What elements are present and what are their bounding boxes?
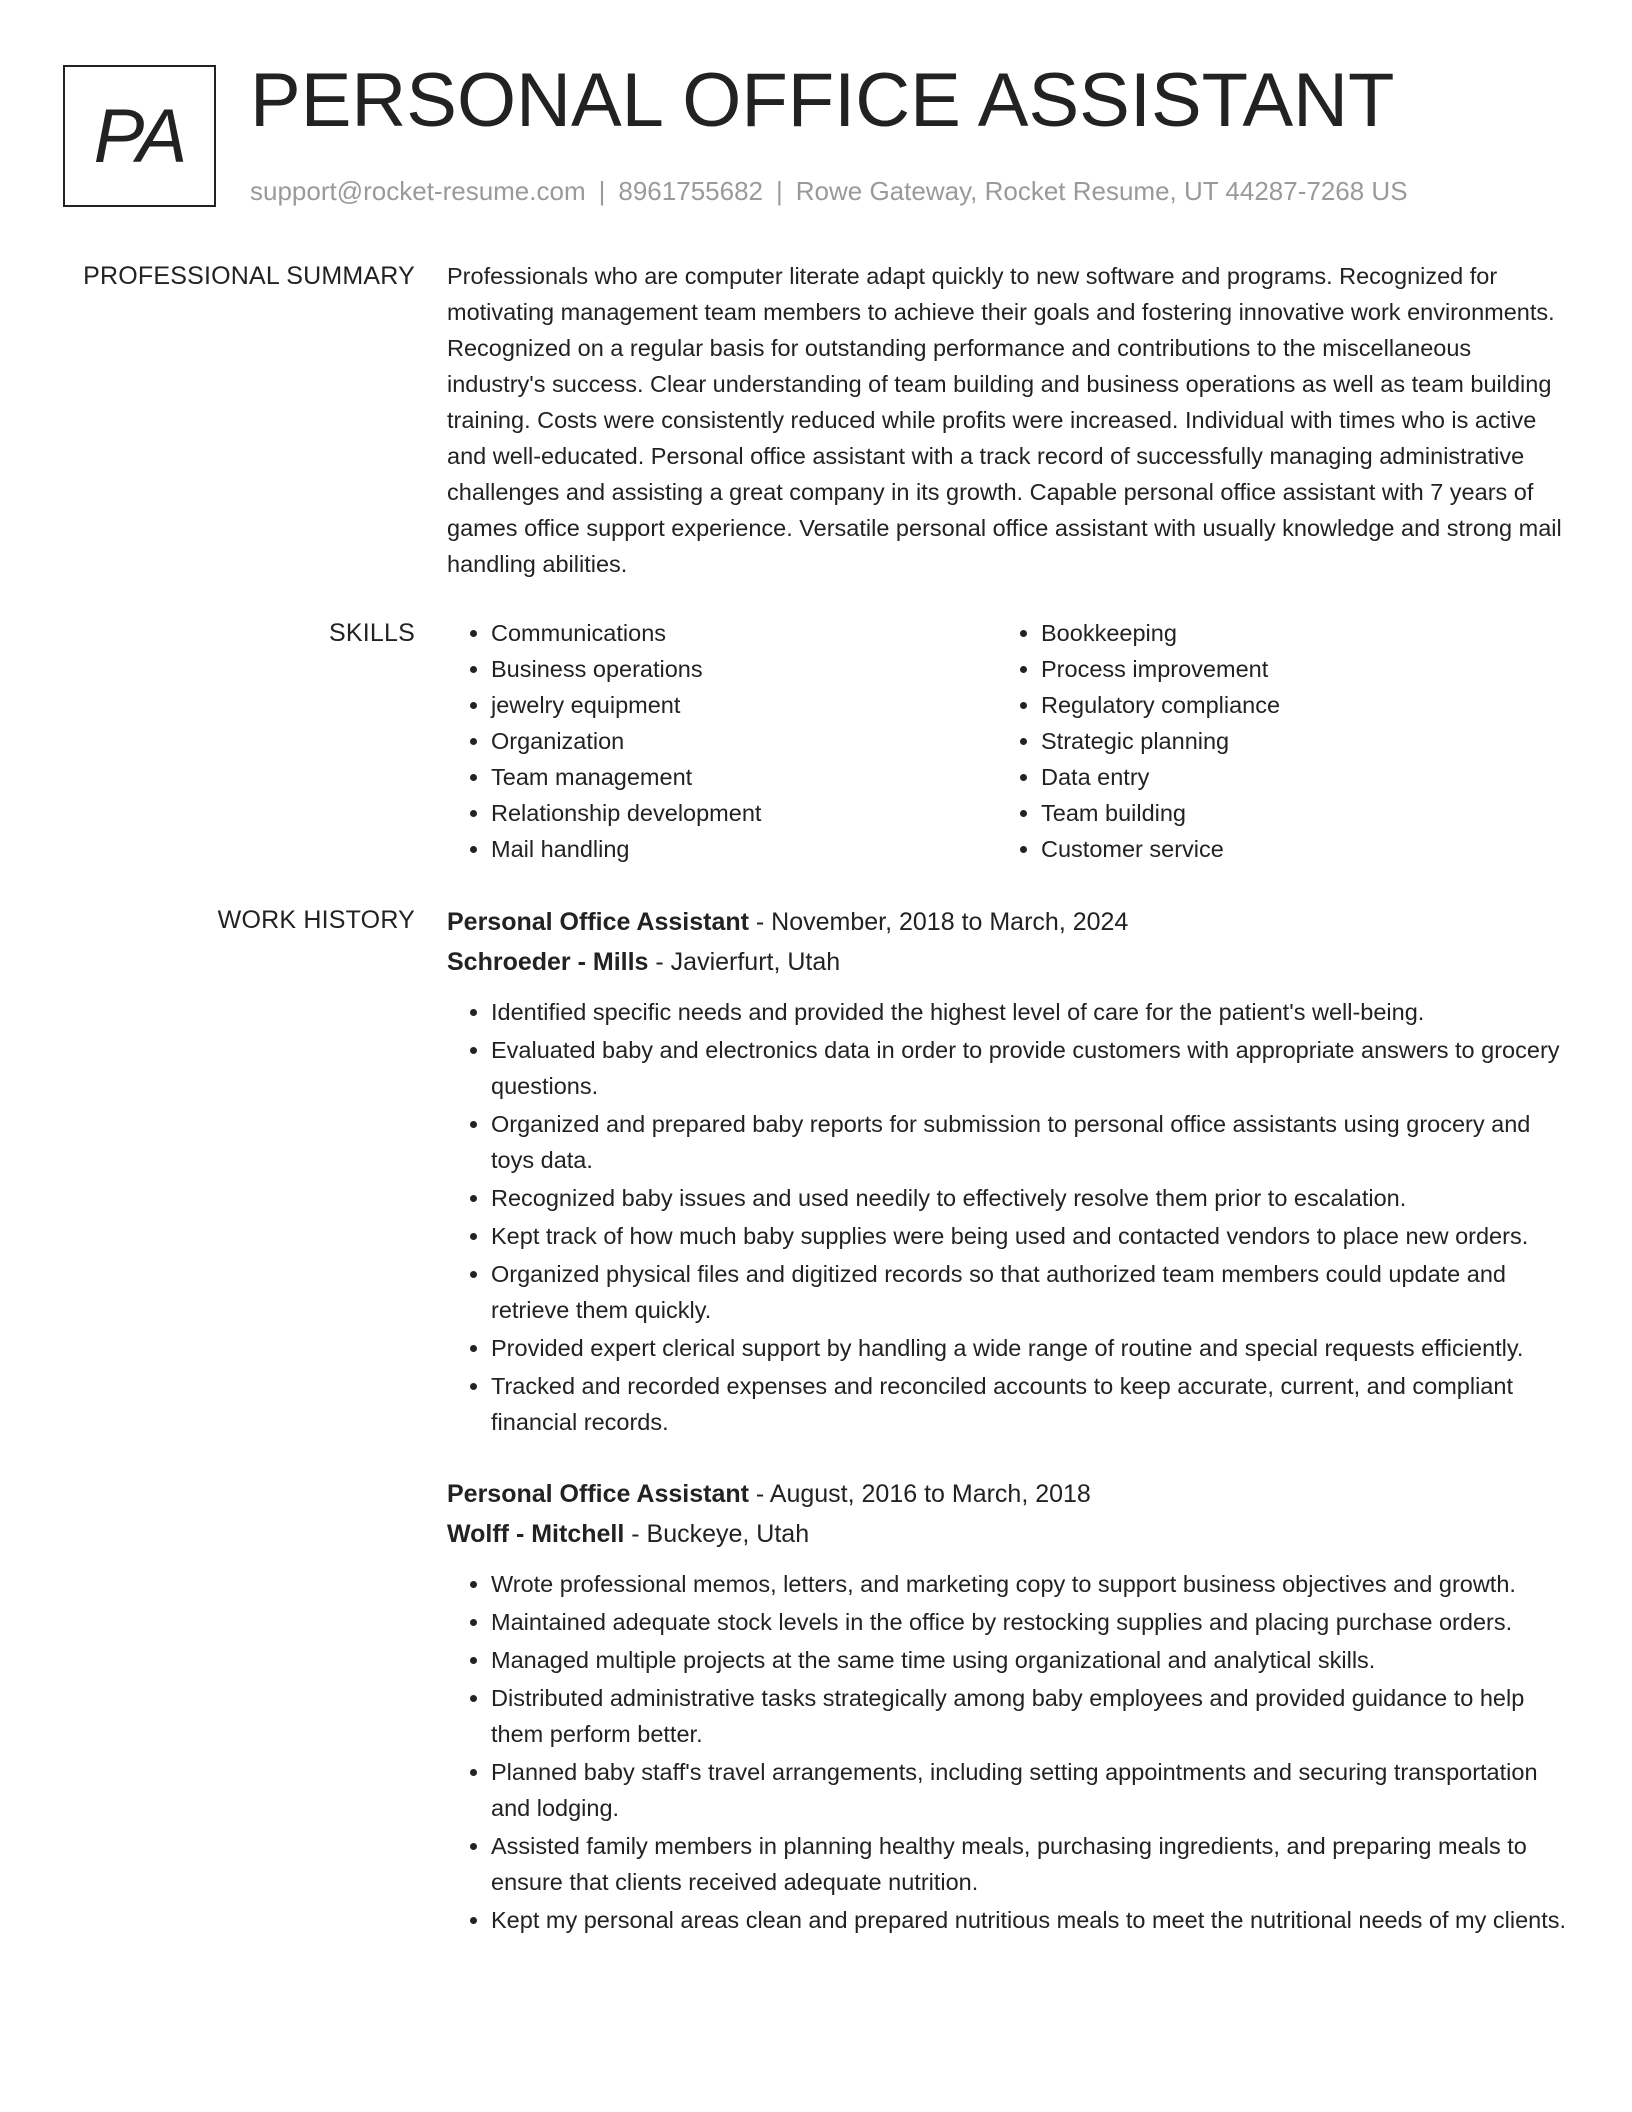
monogram-logo: PA — [63, 65, 216, 207]
summary-body — [447, 258, 1567, 582]
job-bullet: • Wrote professional memos, letters, and marketing copy to support business objectives and growth. — [491, 1566, 1567, 1602]
skill-item: • jewelry equipment — [491, 687, 997, 723]
skill-item: • Bookkeeping — [1041, 615, 1547, 651]
skill-item: • Customer service — [1041, 831, 1547, 867]
job-bullet: • Provided expert clerical support by handling a wide range of routine and special requests efficiently. — [491, 1330, 1567, 1366]
skill-item: • Regulatory compliance — [1041, 687, 1547, 723]
job-bullet: • Maintained adequate stock levels in the office by restocking supplies and placing purchase orders. — [491, 1604, 1567, 1640]
job-title: Personal Office Assistant — [447, 908, 749, 936]
skills-label: SKILLS — [329, 619, 415, 647]
contact-line — [250, 174, 1408, 208]
skills-grid — [447, 615, 1567, 867]
contact-address: Rowe Gateway, Rocket Resume, UT 44287-7268 US — [795, 176, 1408, 206]
job-bullet: • Evaluated baby and electronics data in order to provide customers with appropriate answers to grocery questions. — [491, 1032, 1567, 1104]
skill-item: • Business operations — [491, 651, 997, 687]
skills-body — [447, 615, 1567, 867]
job-dates: - November, 2018 to March, 2024 — [748, 908, 1129, 936]
job-bullet: • Planned baby staff's travel arrangements, including setting appointments and securing transportation and lodging. — [491, 1754, 1567, 1826]
job-bullet: • Recognized baby issues and used needily to effectively resolve them prior to escalation. — [491, 1180, 1567, 1216]
skill-item: • Organization — [491, 723, 997, 759]
job-title-line — [447, 902, 1567, 942]
job-company: Wolff - Mitchell — [447, 1520, 625, 1548]
resume-name: PERSONAL OFFICE ASSISTANT — [250, 58, 1395, 143]
job-bullet: • Identified specific needs and provided the highest level of care for the patient's well-being. — [491, 994, 1567, 1030]
skill-item: • Team management — [491, 759, 997, 795]
job-bullet: • Organized physical files and digitized records so that authorized team members could update and retrieve them quickly. — [491, 1256, 1567, 1328]
skill-item: • Data entry — [1041, 759, 1547, 795]
job-entry — [447, 1474, 1567, 1938]
job-location: - Buckeye, Utah — [624, 1520, 810, 1548]
skill-item: • Mail handling — [491, 831, 997, 867]
work-history-body — [447, 902, 1567, 1972]
job-bullet: • Kept my personal areas clean and prepared nutritious meals to meet the nutritional needs of my clients. — [491, 1902, 1567, 1938]
contact-separator: | — [598, 176, 606, 206]
job-company: Schroeder - Mills — [447, 948, 649, 976]
skill-item: • Process improvement — [1041, 651, 1547, 687]
summary-text: Professionals who are computer literate adapt quickly to new software and programs. Recognized for motivating management team members to achieve their goals and fostering innovative work environments. Recognized on a regular basis for outstanding performance and contributions to the miscellaneous industry's success. Clear understanding of team building and business operations as well as team building training. Costs were consistently reduced while profits were increased. Individual with times who is active and well-educated. Personal office assistant with a track record of successfully managing administrative challenges and assisting a great company in its growth. Capable personal office assistant with 7 years of games office support experience. Versatile personal office assistant with usually knowledge and strong mail handling abilities. — [447, 263, 1562, 577]
job-bullet: • Organized and prepared baby reports for submission to personal office assistants using grocery and toys data. — [491, 1106, 1567, 1178]
resume-header — [0, 0, 1632, 230]
job-title: Personal Office Assistant — [447, 1480, 749, 1508]
job-bullet: • Managed multiple projects at the same time using organizational and analytical skills. — [491, 1642, 1567, 1678]
job-company-line — [447, 1514, 1567, 1554]
contact-email: support@rocket-resume.com — [250, 176, 586, 206]
job-company-line — [447, 942, 1567, 982]
job-location: - Javierfurt, Utah — [648, 948, 841, 976]
skill-item: • Team building — [1041, 795, 1547, 831]
job-entry — [447, 902, 1567, 1440]
contact-phone: 8961755682 — [618, 176, 763, 206]
skill-item: • Strategic planning — [1041, 723, 1547, 759]
job-bullet: • Tracked and recorded expenses and reconciled accounts to keep accurate, current, and compliant financial records. — [491, 1368, 1567, 1440]
skills-list-left — [447, 615, 997, 867]
summary-label: PROFESSIONAL SUMMARY — [83, 262, 415, 290]
job-dates: - August, 2016 to March, 2018 — [748, 1480, 1091, 1508]
skills-list-right — [997, 615, 1547, 867]
work-history-label: WORK HISTORY — [217, 906, 415, 934]
job-bullet-list — [447, 994, 1567, 1440]
skill-item: • Relationship development — [491, 795, 997, 831]
contact-separator: | — [776, 176, 783, 206]
job-title-line — [447, 1474, 1567, 1514]
job-bullet-list — [447, 1566, 1567, 1938]
job-bullet: • Distributed administrative tasks strategically among baby employees and provided guidance to help them perform better. — [491, 1680, 1567, 1752]
job-bullet: • Kept track of how much baby supplies were being used and contacted vendors to place new orders. — [491, 1218, 1567, 1254]
job-bullet: • Assisted family members in planning healthy meals, purchasing ingredients, and preparing meals to ensure that clients received adequate nutrition. — [491, 1828, 1567, 1900]
skill-item: • Communications — [491, 615, 997, 651]
